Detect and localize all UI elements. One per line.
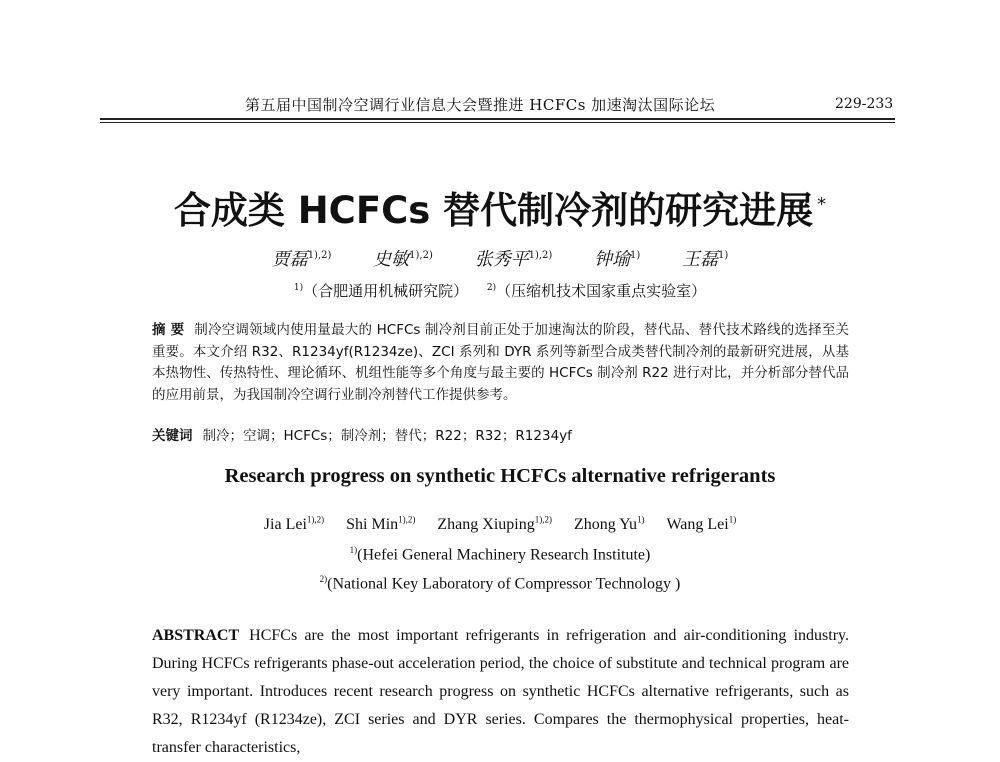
keywords-cn-text: 制冷；空调；HCFCs；制冷剂；替代；R22；R32；R1234yf	[202, 428, 572, 444]
author-cn: 史敏$^{1),2)}$	[373, 249, 433, 270]
author-en: Jia Lei$^{1),2)}$	[263, 515, 325, 534]
affiliations-cn	[0, 280, 1000, 301]
author-list-en	[0, 515, 1000, 534]
abstract-en-text: HCFCs are the most important refrigerants in refrigeration and air-conditioning industry. During HCFCs refrigerants phase-out acceleration period, the choice of substitute and technical program are very important. Introduces recent research progress on synthetic HCFCs alternative refrigerants, such as R32, R1234yf (R1234ze), ZCI series and DYR series. Compares the thermophysical properties, heat-transfer characteristics,	[152, 627, 849, 756]
abstract-cn-label: 摘 要	[152, 322, 185, 338]
header-rule-thin	[100, 122, 895, 123]
affiliation-en: $^{2)}$(National Key Laboratory of Compressor Technology )	[319, 574, 681, 593]
abstract-en	[152, 622, 849, 762]
paper-title-en: Research progress on synthetic HCFCs alternative refrigerants	[224, 465, 776, 487]
header-rule-thick	[100, 118, 895, 120]
paper-title-cn	[0, 180, 1000, 234]
abstract-cn-text: 制冷空调领域内使用量最大的 HCFCs 制冷剂目前正处于加速淘汰的阶段，替代品、替代技术路线的选择至关重要。本文介绍 R32、R1234yf(R1234ze)、ZCI 系列和 DYR 系列等新型合成类替代制冷剂的最新研究进展，从基本热物性、传热特性、理论循环、机组性能等多个角度与最主要的 HCFCs 制冷剂 R22 进行对比，并分析部分替代品的应用前景，为我国制冷空调行业制冷剂替代工作提供参考。	[152, 322, 849, 403]
author-cn: 张秀平$^{1),2)}$	[474, 249, 553, 270]
abstract-en-label: ABSTRACT	[152, 627, 240, 644]
affiliation-cn: $^{2)}$（压缩机技术国家重点实验室）	[486, 282, 707, 300]
page-range: 229-233	[835, 96, 894, 112]
author-cn: 王磊$^{1)}$	[682, 249, 729, 270]
author-en: Zhang Xiuping$^{1),2)}$	[437, 515, 552, 534]
affiliation-en: $^{1)}$(Hefei General Machinery Research Institute)	[349, 545, 651, 564]
author-cn: 钟瑜$^{1)}$	[594, 249, 641, 270]
title-cn-text: 合成类 HCFCs 替代制冷剂的研究进展	[173, 189, 814, 232]
abstract-cn	[152, 320, 849, 406]
author-list-cn	[0, 245, 1000, 271]
journal-header: 第五届中国制冷空调行业信息大会暨推进 HCFCs 加速淘汰国际论坛	[245, 96, 716, 114]
title-footnote-mark: *	[817, 193, 827, 215]
affiliation-cn: $^{1)}$（合肥通用机械研究院）	[293, 282, 469, 300]
keywords-cn	[152, 424, 572, 444]
author-cn: 贾磊$^{1),2)}$	[271, 249, 332, 270]
author-en: Zhong Yu$^{1)}$	[573, 515, 645, 534]
author-en: Shi Min$^{1),2)}$	[346, 515, 416, 534]
keywords-cn-label: 关键词	[152, 428, 193, 444]
author-en: Wang Lei$^{1)}$	[666, 515, 737, 534]
